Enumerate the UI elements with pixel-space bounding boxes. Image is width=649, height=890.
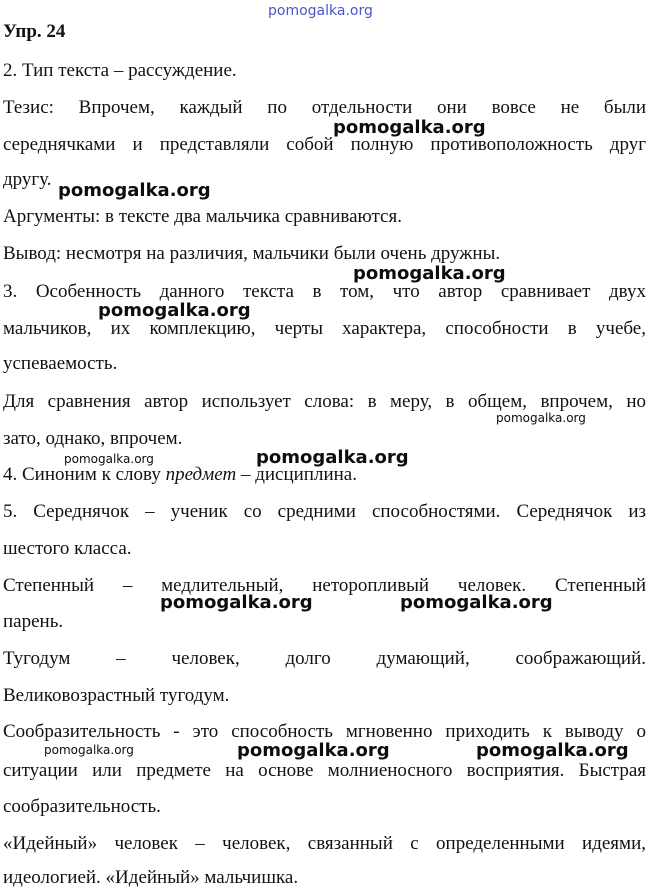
text-line: Вывод: несмотря на различия, мальчики были очень дружны. (3, 243, 501, 264)
text-fragment: – дисциплина. (236, 464, 357, 485)
watermark: pomogalka.org (496, 411, 586, 425)
watermark: pomogalka.org (333, 117, 486, 138)
watermark: pomogalka.org (237, 740, 390, 761)
text-line: Сообразительность - это способность мгновенно приходить к выводу о (3, 721, 646, 742)
text-line: ситуации или предмете на основе молниеносного восприятия. Быстрая (3, 760, 646, 781)
text-line: зато, однако, впрочем. (3, 428, 183, 449)
text-line: Аргументы: в тексте два мальчика сравниваются. (3, 206, 402, 227)
watermark: pomogalka.org (98, 300, 251, 321)
watermark: pomogalka.org (160, 592, 313, 613)
watermark: pomogalka.org (268, 3, 373, 19)
text-line: 3. Особенность данного текста в том, что автор сравнивает двух (3, 281, 646, 302)
watermark: pomogalka.org (64, 452, 154, 466)
text-line: середнячками и представляли собой полную противоположность друг (3, 134, 646, 155)
text-line: 2. Тип текста – рассуждение. (3, 60, 237, 81)
text-line: мальчиков, их комплекцию, черты характера, способности в учебе, (3, 318, 646, 339)
watermark: pomogalka.org (44, 743, 134, 757)
emphasized-word: предмет (165, 464, 237, 485)
watermark: pomogalka.org (353, 263, 506, 284)
text-line: парень. (3, 611, 64, 632)
text-line: идеологией. «Идейный» мальчишка. (3, 867, 299, 888)
text-fragment: 4. Синоним к слову (3, 464, 166, 485)
text-line: Великовозрастный тугодум. (3, 685, 230, 706)
text-line: сообразительность. (3, 796, 161, 817)
text-line: Тезис: Впрочем, каждый по отдельности они вовсе не были (3, 97, 646, 118)
text-line: Степенный – медлительный, неторопливый человек. Степенный (3, 575, 646, 596)
text-line: шестого класса. (3, 538, 132, 559)
text-line: успеваемость. (3, 353, 118, 374)
exercise-title: Упр. 24 (3, 21, 66, 42)
watermark: pomogalka.org (476, 740, 629, 761)
text-line: «Идейный» человек – человек, связанный с определенными идеями, (3, 833, 646, 854)
text-line: другу. (3, 169, 52, 190)
watermark: pomogalka.org (400, 592, 553, 613)
watermark: pomogalka.org (58, 180, 211, 201)
text-line: Тугодум – человек, долго думающий, соображающий. (3, 648, 646, 669)
watermark: pomogalka.org (256, 447, 409, 468)
text-line: 5. Середнячок – ученик со средними способностями. Середнячок из (3, 501, 646, 522)
text-line: Для сравнения автор использует слова: в меру, в общем, впрочем, но (3, 391, 646, 412)
